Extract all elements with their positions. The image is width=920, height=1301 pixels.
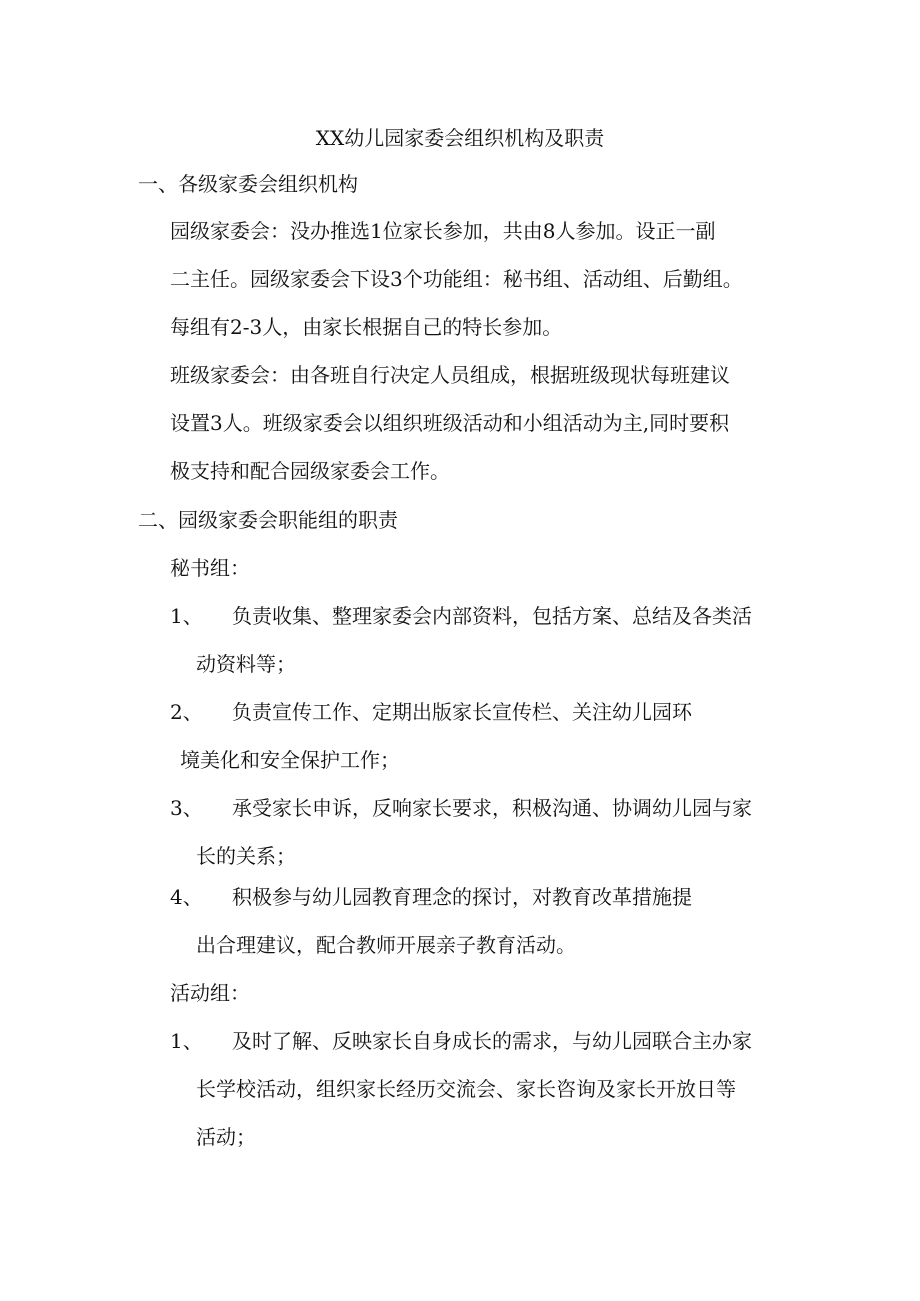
paragraph-line: 极支持和配合园级家委会工作。 (170, 459, 450, 483)
list-item-text: 动资料等； (196, 652, 296, 676)
list-item-text: 出合理建议，配合教师开展亲子教育活动。 (196, 933, 576, 957)
paragraph-line: 每组有2-3人，由家长根据自己的特长参加。 (170, 315, 563, 339)
list-item-text: 负责宣传工作、定期出版家长宣传栏、关注幼儿园环 (232, 700, 692, 724)
list-item-text: 长学校活动，组织家长经历交流会、家长咨询及家长开放日等 (196, 1077, 736, 1101)
list-item-text: 活动； (196, 1125, 256, 1149)
list-item-number: 1、 (170, 604, 203, 628)
section-2-heading: 二、园级家委会职能组的职责 (138, 508, 398, 532)
list-item-number: 1、 (170, 1029, 203, 1053)
section-1-heading: 一、各级家委会组织机构 (138, 172, 358, 196)
activity-group-label: 活动组： (170, 981, 250, 1005)
document-title: XX幼儿园家委会组织机构及职责 (315, 126, 605, 150)
secretary-group-label: 秘书组： (170, 556, 250, 580)
paragraph-line: 二主任。园级家委会下设3个功能组：秘书组、活动组、后勤组。 (170, 267, 743, 291)
list-item-text: 负责收集、整理家委会内部资料，包括方案、总结及各类活 (232, 604, 752, 628)
list-item-text: 积极参与幼儿园教育理念的探讨，对教育改革措施提 (232, 885, 692, 909)
list-item-text: 境美化和安全保护工作； (180, 748, 400, 772)
list-item-text: 承受家长申诉，反响家长要求，积极沟通、协调幼儿园与家 (232, 796, 752, 820)
paragraph-line: 设置3人。班级家委会以组织班级活动和小组活动为主,同时要积 (170, 411, 730, 435)
list-item-text: 及时了解、反映家长自身成长的需求，与幼儿园联合主办家 (232, 1029, 752, 1053)
paragraph-line: 园级家委会：没办推选1位家长参加，共由8人参加。设正一副 (170, 219, 716, 243)
list-item-text: 长的关系； (196, 844, 296, 868)
list-item-number: 2、 (170, 700, 203, 724)
list-item-number: 4、 (170, 885, 203, 909)
paragraph-line: 班级家委会：由各班自行决定人员组成，根据班级现状每班建议 (170, 363, 730, 387)
list-item-number: 3、 (170, 796, 203, 820)
